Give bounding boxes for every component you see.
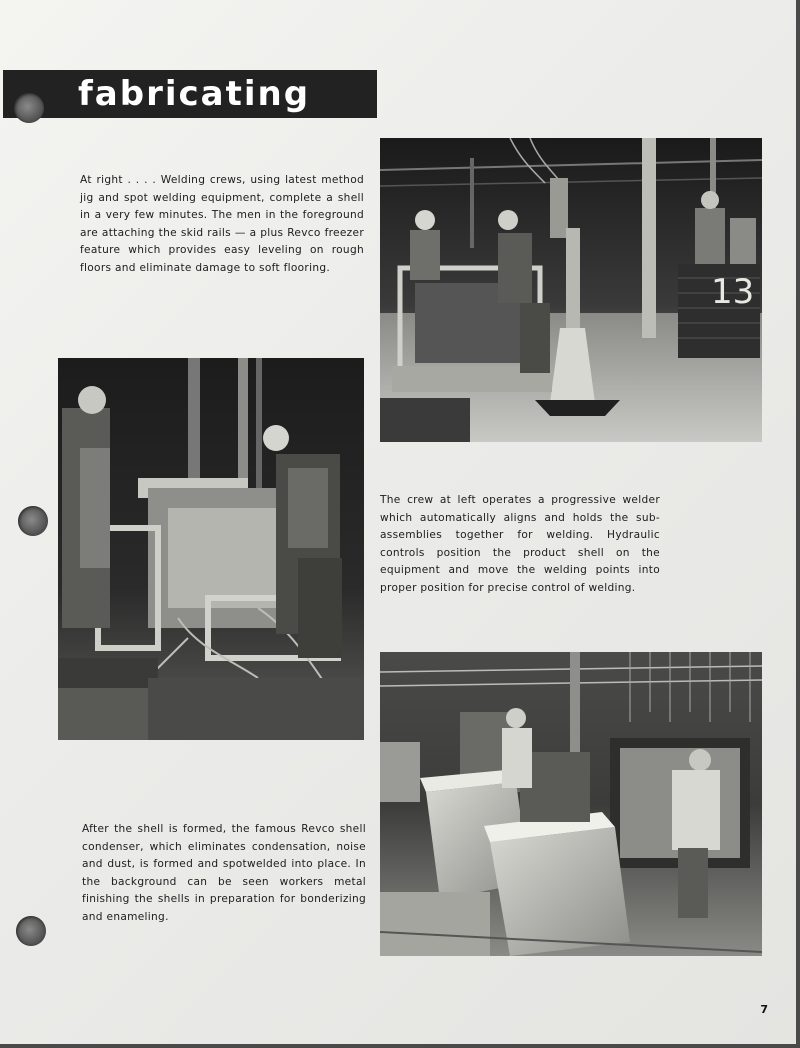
photo-welding-crews-image	[380, 138, 762, 442]
photo-sign-number: 13	[711, 272, 755, 312]
caption-progressive-welder: The crew at left operates a progressive welder which automatically aligns and holds the sub-assemblies together for welding. Hydraulic controls position the product shell on the equipment and move the welding points into proper position for precise control of welding.	[380, 494, 660, 594]
caption-welding-crews: At right . . . . Welding crews, using latest method jig and spot welding equipment, complete a shell in a very few minutes. The men in the foreground are attaching the skid rails — a plus Revco freezer feature which provides easy leveling on rough floors and eliminate damage to soft flooring.	[80, 174, 364, 274]
caption-shell-condenser: After the shell is formed, the famous Revco shell condenser, which eliminates condensation, noise and dust, is formed and spotwelded into place. In the background can be seen workers metal finishing the shells in preparation for bonderizing and enameling.	[82, 823, 366, 923]
photo-shell-condenser	[380, 652, 762, 956]
binder-hole-middle	[18, 506, 48, 536]
section-title: fabricating	[78, 74, 311, 114]
photo-progressive-welder	[58, 358, 364, 740]
page-number: 7	[760, 1003, 768, 1016]
photo-progressive-welder-image	[58, 358, 364, 740]
page-bottom-edge	[0, 1044, 800, 1048]
photo-welding-crews	[380, 138, 762, 442]
binder-hole-bottom	[16, 916, 46, 946]
photo-shell-condenser-image	[380, 652, 762, 956]
page-right-edge	[796, 0, 800, 1048]
binder-hole-top	[14, 93, 44, 123]
